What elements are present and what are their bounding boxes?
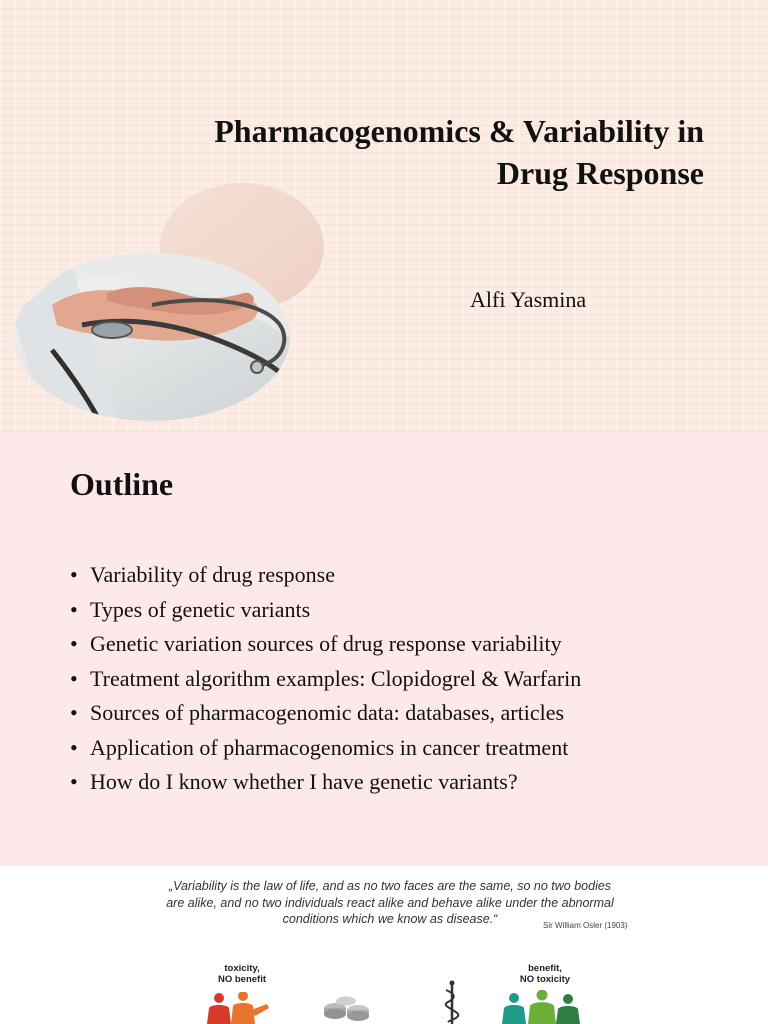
title-slide — [0, 0, 768, 432]
outline-slide — [0, 432, 768, 866]
people-red-icon — [205, 992, 271, 1024]
pills-icon — [322, 994, 372, 1022]
quote-slide — [0, 866, 768, 1024]
bullet-icon: • — [70, 631, 78, 656]
list-item: • Treatment algorithm examples: Clopidogrel & Warfarin — [70, 662, 581, 697]
quote-line-2: are alike, and no two individuals react alike and behave alike under the abnormal — [166, 895, 614, 910]
bullet-icon: • — [70, 734, 78, 760]
doctor-stethoscope-image — [12, 175, 332, 425]
list-item: • Sources of pharmacogenomic data: databases, articles — [70, 696, 581, 731]
bullet-icon: • — [70, 665, 78, 691]
list-item: • Variability of drug response — [70, 558, 581, 593]
list-item: • Application of pharmacogenomics in cancer treatment — [70, 731, 581, 766]
quote-source: Sir William Osler (1903) — [543, 921, 628, 930]
benefit-label: benefit, NO toxicity — [519, 963, 571, 985]
title-line-1: Pharmacogenomics & Variability in — [214, 113, 704, 149]
toxicity-label: toxicity, NO benefit — [217, 963, 267, 985]
list-item: • Types of genetic variants — [70, 593, 581, 628]
outline-list — [70, 558, 581, 800]
list-item: • Genetic variation sources of drug response variability — [70, 627, 581, 662]
bullet-icon: • — [70, 562, 78, 587]
author-name: Alfi Yasmina — [470, 287, 587, 312]
bullet-icon: • — [70, 700, 78, 725]
bullet-icon: • — [70, 596, 78, 622]
list-item: • How do I know whether I have genetic variants? — [70, 765, 581, 800]
outline-heading: Outline — [70, 466, 174, 502]
title-line-2: Drug Response — [496, 155, 704, 191]
bullet-icon: • — [70, 769, 78, 794]
quote-line-3: conditions which we know as disease.“ — [282, 912, 498, 926]
people-green-icon — [500, 990, 586, 1024]
caduceus-icon — [442, 980, 462, 1024]
quote-line-1: „Variability is the law of life, and as no two faces are the same, so no two bodies — [168, 879, 612, 893]
